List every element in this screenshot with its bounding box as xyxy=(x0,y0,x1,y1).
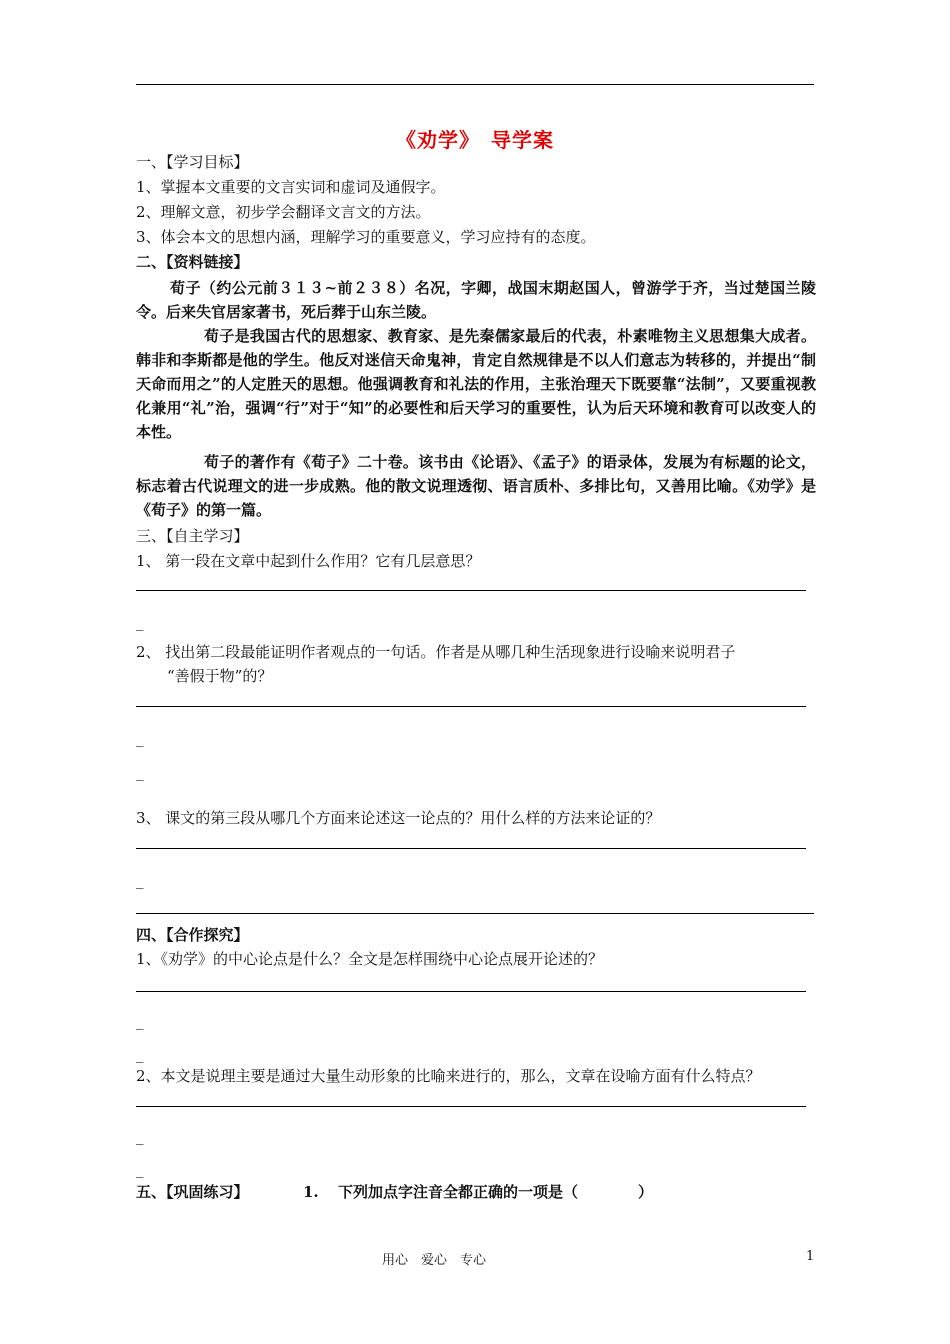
answer-line[interactable] xyxy=(136,991,806,992)
page-number: 1 xyxy=(806,1249,815,1264)
answer-dash: _ xyxy=(136,763,144,781)
answer-dash: _ xyxy=(136,1160,144,1178)
practice-question-number: 1. xyxy=(303,1183,319,1201)
page-footer: 用心 爱心 专心 xyxy=(382,1253,487,1268)
practice-question-1: 下列加点字注音全都正确的一项是（ ） xyxy=(338,1183,654,1201)
section-heading-goals: 一、【学习目标】 xyxy=(136,153,249,171)
self-study-question-1: 1、 第一段在文章中起到什么作用？它有几层意思？ xyxy=(136,552,481,570)
answer-line[interactable] xyxy=(136,913,814,914)
page-title: 《劝学》 导学案 xyxy=(396,128,554,152)
section-heading-self-study: 三、【自主学习】 xyxy=(136,527,249,545)
goal-item-1: 1、掌握本文重要的文言实词和虚词及通假字。 xyxy=(136,178,446,196)
section-heading-practice: 五、【巩固练习】 xyxy=(136,1183,249,1201)
cooperative-question-1: 1、《劝学》的中心论点是什么？全文是怎样围绕中心论点展开论述的？ xyxy=(136,950,604,968)
answer-line[interactable] xyxy=(136,590,806,591)
self-study-question-2: 2、 找出第二段最能证明作者观点的一句话。作者是从哪几种生活现象进行设喻来说明君子 xyxy=(136,643,736,661)
header-rule xyxy=(136,84,814,85)
answer-line[interactable] xyxy=(136,706,806,707)
answer-dash: _ xyxy=(136,1012,144,1030)
answer-dash: _ xyxy=(136,1045,144,1063)
section-heading-materials: 二、【资料链接】 xyxy=(136,253,249,271)
goal-item-3: 3、体会本文的思想内涵，理解学习的重要意义，学习应持有的态度。 xyxy=(136,228,596,246)
answer-dash: _ xyxy=(136,871,144,889)
answer-dash: _ xyxy=(136,1127,144,1145)
answer-line[interactable] xyxy=(136,1106,806,1107)
goal-item-2: 2、理解文意，初步学会翻译文言文的方法。 xyxy=(136,203,431,221)
materials-paragraph-3: 荀子的著作有《荀子》二十卷。该书由《论语》、《孟子》的语录体，发展为有标题的论文，标志着古代说理文的进一步成熟。他的散文说理透彻、语言质朴、多排比句，又善用比喻。《劝学》是《荀子》的第一篇。 xyxy=(136,453,816,519)
cooperative-question-2: 2、本文是说理主要是通过大量生动形象的比喻来进行的，那么，文章在设喻方面有什么特点？ xyxy=(136,1067,761,1085)
self-study-question-3: 3、 课文的第三段从哪几个方面来论述这一论点的？用什么样的方法来论证的？ xyxy=(136,809,661,827)
answer-line[interactable] xyxy=(136,848,806,849)
materials-paragraph-1: 荀子（约公元前３１３~前２３８）名况，字卿，战国末期赵国人，曾游学于齐，当过楚国兰陵令。后来失官居家著书，死后葬于山东兰陵。 xyxy=(136,279,816,321)
answer-dash: _ xyxy=(136,613,144,631)
materials-paragraph-2: 荀子是我国古代的思想家、教育家、是先秦儒家最后的代表，朴素唯物主义思想集大成者。韩非和李斯都是他的学生。他反对迷信天命鬼神，肯定自然规律是不以人们意志为转移的，并提出“制天命而用之”的人定胜天的思想。他强调教育和礼法的作用，主张治理天下既要靠“法制”，又要重视教化兼用“礼”治，强调“行”对于“知”的必要性和后天学习的重要性，认为后天环境和教育可以改变人的本性。 xyxy=(136,327,816,441)
answer-dash: _ xyxy=(136,729,144,747)
self-study-question-2-cont: “善假于物”的？ xyxy=(167,667,273,685)
section-heading-cooperative: 四、【合作探究】 xyxy=(136,926,249,944)
